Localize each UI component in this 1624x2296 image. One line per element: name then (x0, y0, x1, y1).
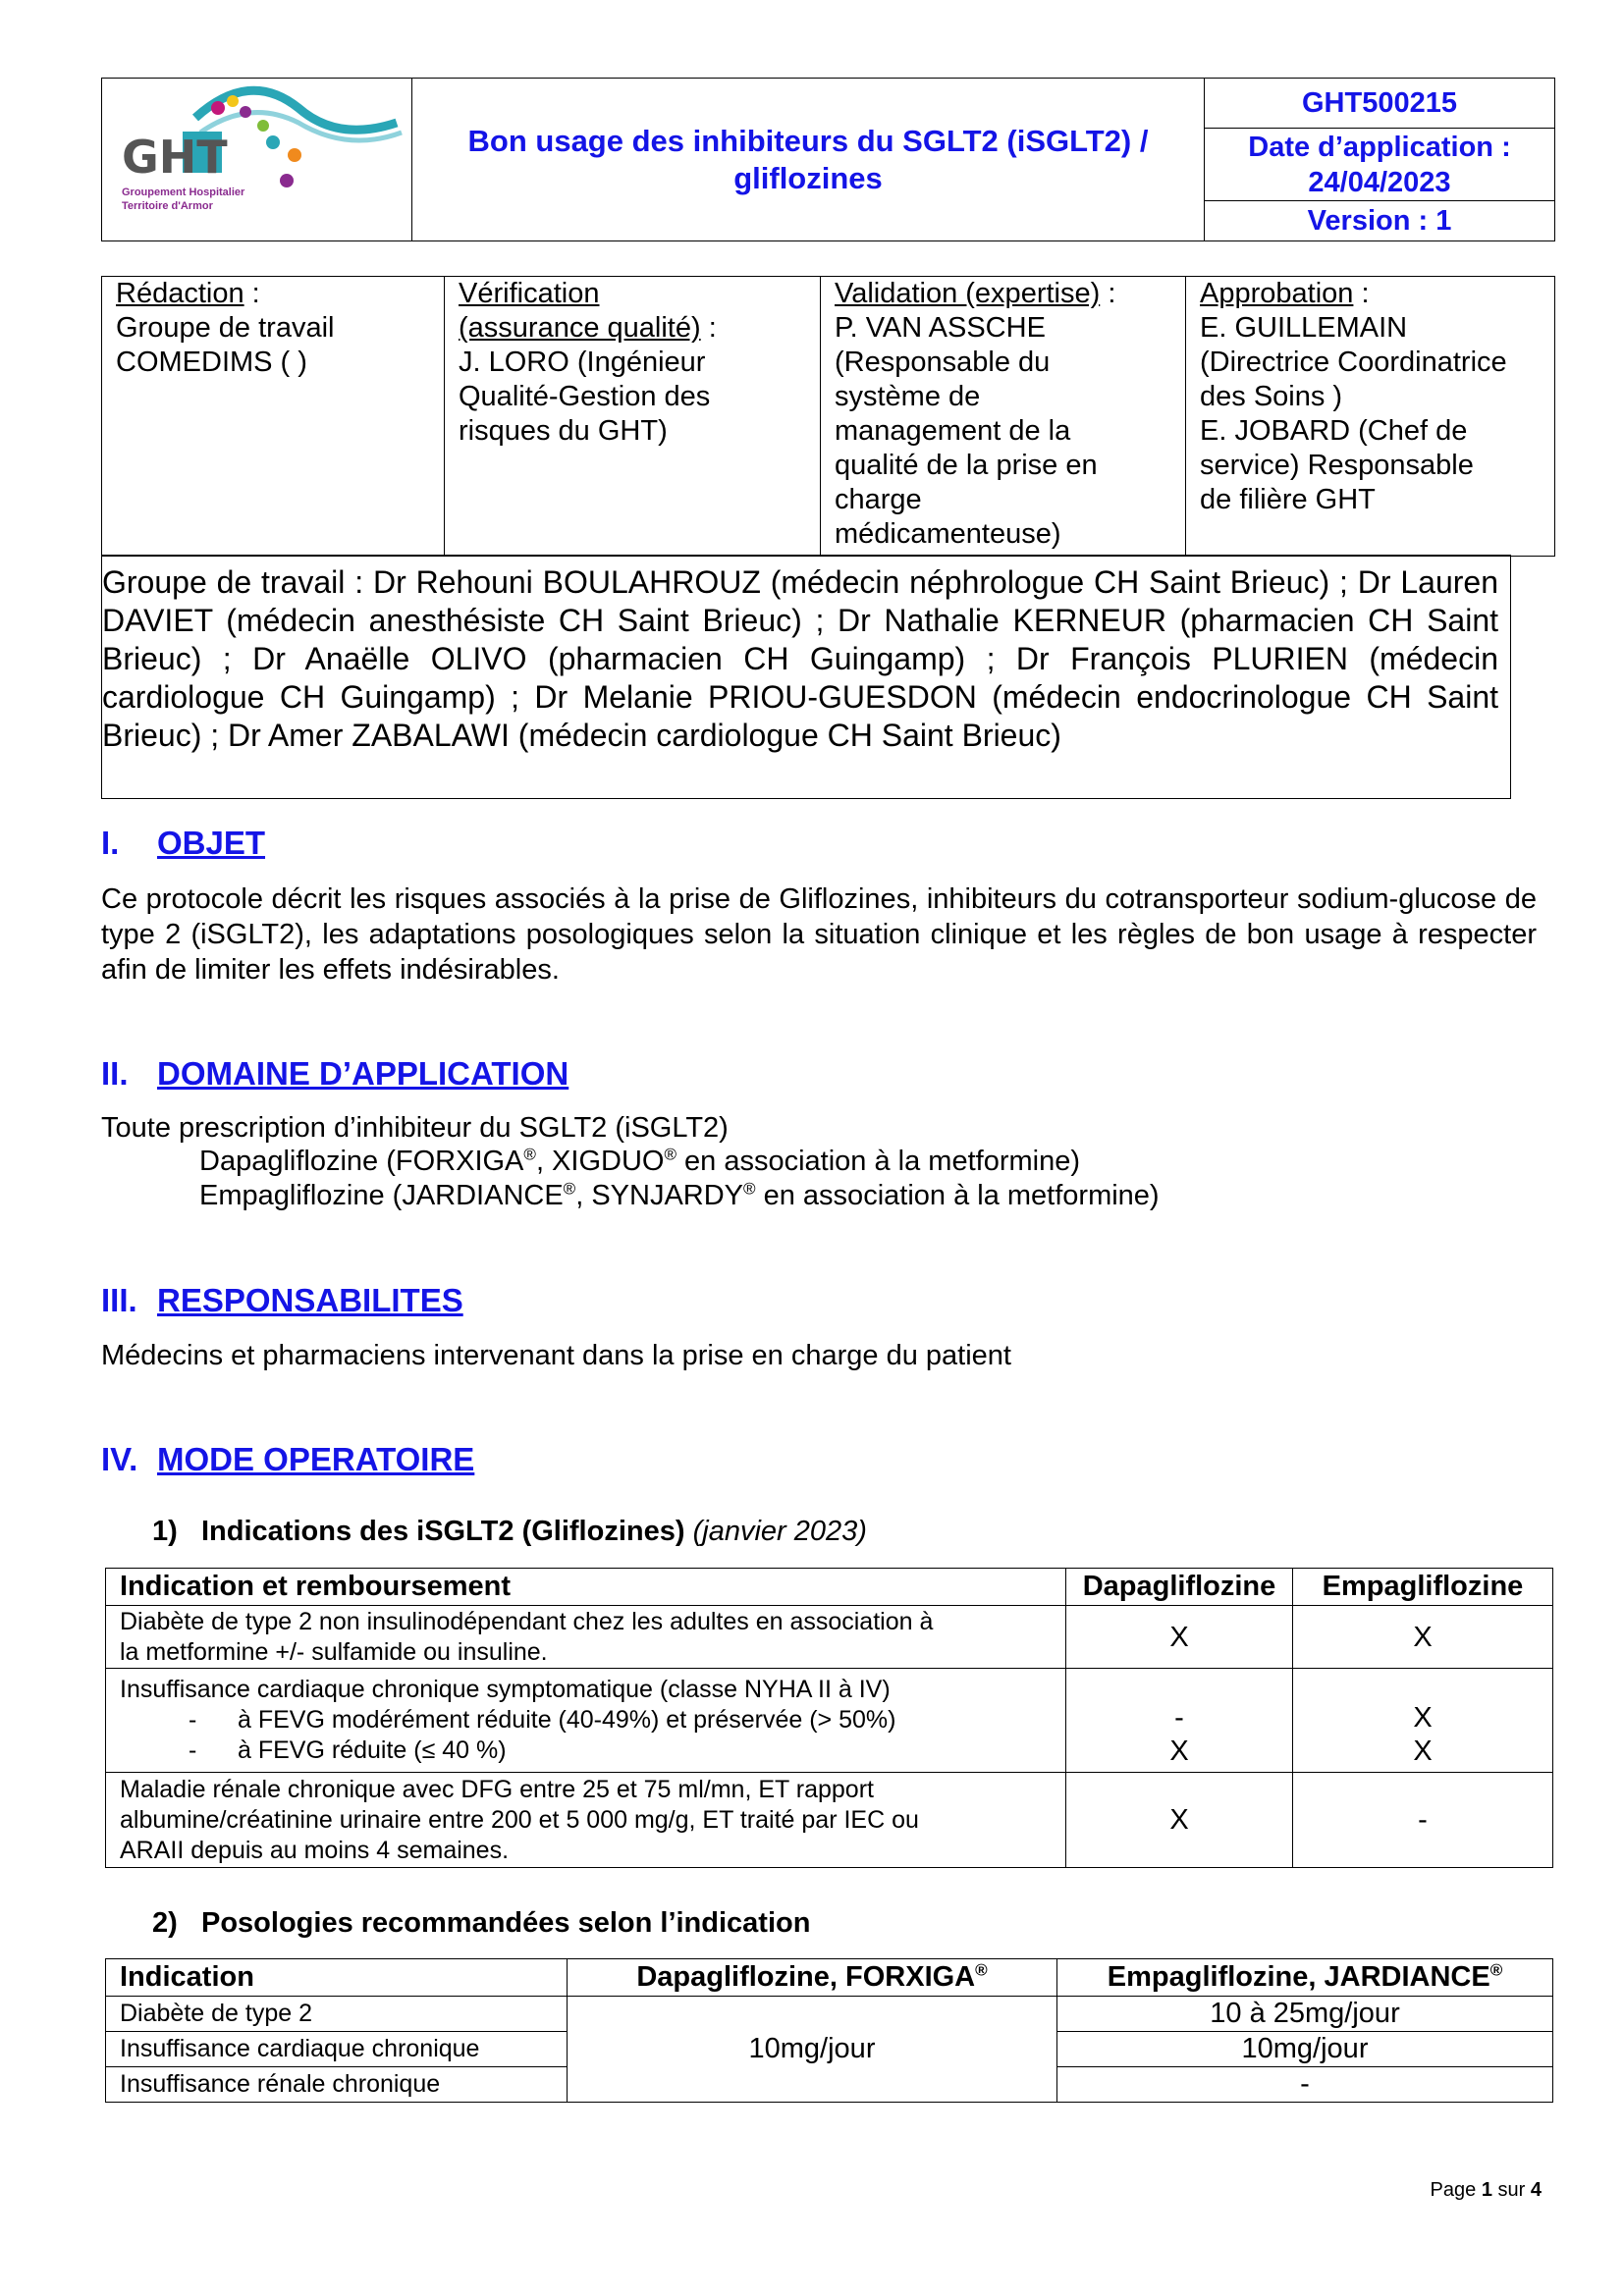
section-title: OBJET (157, 825, 266, 861)
verification-line: J. LORO (Ingénieur (459, 347, 706, 378)
page-number: Page 1 sur 4 (1430, 2179, 1542, 2201)
verification-label: Vérification (459, 278, 600, 309)
column-header: Indication (106, 1959, 568, 1997)
indications-table (105, 1568, 1553, 1868)
table-header-row (106, 1569, 1553, 1606)
section-title: DOMAINE D’APPLICATION (157, 1055, 569, 1092)
ght-logo (102, 79, 411, 236)
subsection-posologies: 2) Posologies recommandées selon l’indication (152, 1907, 811, 1939)
verification-line: Qualité-Gestion des (459, 381, 711, 412)
indication-cell: Insuffisance cardiaque chronique symptomatique (classe NYHA II à IV) - à FEVG modérément réduite (40-49%) et préservée (> 50%) - à FEVG réduite (≤ 40 %) (106, 1669, 1066, 1773)
empagliflozine-dose-cell: 10 à 25mg/jour (1057, 1997, 1553, 2032)
table-header-row (106, 1959, 1553, 1997)
domaine-dapagliflozine: Dapagliflozine (FORXIGA®, XIGDUO® en association à la metformine) (199, 1145, 1081, 1177)
indication-cell: Insuffisance rénale chronique (106, 2067, 568, 2103)
empagliflozine-cell: X X (1293, 1669, 1553, 1773)
approbation-line: service) Responsable (1200, 450, 1474, 481)
validation-line: qualité de la prise en (835, 450, 1098, 481)
column-header: Indication et remboursement (106, 1569, 1066, 1606)
column-header: Empagliflozine, JARDIANCE® (1057, 1959, 1553, 1997)
logo-cell (102, 79, 412, 241)
subsection-indications: 1) Indications des iSGLT2 (Gliflozines) (janvier 2023) (152, 1516, 867, 1547)
domaine-intro: Toute prescription d’inhibiteur du SGLT2 (iSGLT2) (101, 1112, 729, 1144)
approbation-label: Approbation (1200, 278, 1354, 309)
empagliflozine-cell: - (1293, 1773, 1553, 1868)
date-value: 24/04/2023 (1308, 166, 1451, 198)
indication-cell: Diabète de type 2 (106, 1997, 568, 2032)
empagliflozine-cell: X (1293, 1606, 1553, 1669)
subsection-note: (janvier 2023) (692, 1516, 867, 1547)
column-header: Dapagliflozine, FORXIGA® (568, 1959, 1057, 1997)
empagliflozine-dose-cell: - (1057, 2067, 1553, 2103)
document-title: Bon usage des inhibiteurs du SGLT2 (iSGLT2) / gliflozines (412, 79, 1205, 241)
validation-line: médicamenteuse) (835, 518, 1061, 550)
validation-label: Validation (expertise) (835, 278, 1101, 309)
responsabilites-text: Médecins et pharmaciens intervenant dans la prise en charge du patient (101, 1340, 1011, 1371)
redaction-cell: Rédaction : Groupe de travail COMEDIMS ( ) (102, 277, 445, 557)
verification-cell: Vérification (assurance qualité) : J. LORO (Ingénieur Qualité-Gestion des risques du GHT) (445, 277, 821, 557)
validation-line: management de la (835, 415, 1071, 447)
verification-label-2: (assurance qualité) (459, 312, 701, 344)
working-group-text: Groupe de travail : Dr Rehouni BOULAHROUZ (médecin néphrologue CH Saint Brieuc) ; Dr Lauren DAVIET (médecin anesthésiste CH Saint Brieuc) ; Dr Nathalie KERNEUR (pharmacien CH Saint Brieuc) ; Dr Anaëlle OLIVO (pharmacien CH Guingamp) ; Dr François PLURIEN (médecin cardiologue CH Guingamp) ; Dr Melanie PRIOU-GUESDON (médecin endocrinologue CH Saint Brieuc) ; Dr Amer ZABALAWI (médecin cardiologue CH Saint Brieuc) (102, 564, 1498, 753)
validation-line: charge (835, 484, 922, 515)
section-mode-operatoire-heading: IV. MODE OPERATOIRE (101, 1441, 475, 1477)
section-responsabilites-heading: III. RESPONSABILITES (101, 1282, 463, 1318)
indication-cell: Maladie rénale chronique avec DFG entre 25 et 75 ml/mn, ET rapport albumine/créatinine urinaire entre 200 et 5 000 mg/g, ET traité par IEC ou ARAII depuis au moins 4 semaines. (106, 1773, 1066, 1868)
dapagliflozine-cell: X (1066, 1773, 1293, 1868)
section-objet-text: Ce protocole décrit les risques associés à la prise de Gliflozines, inhibiteurs du cotransporteur sodium-glucose de type 2 (iSGLT2), les adaptations posologiques selon la situation clinique et les règles de bon usage à respecter afin de limiter les effets indésirables. (101, 883, 1537, 986)
working-group-box (101, 555, 1511, 799)
logo-subtitle-1: Groupement Hospitalier (122, 187, 245, 198)
redaction-line: Groupe de travail (116, 312, 335, 344)
indication-cell: Diabète de type 2 non insulinodépendant chez les adultes en association à la metformine +/- sulfamide ou insuline. (106, 1606, 1066, 1669)
section-domaine-heading: II. DOMAINE D’APPLICATION (101, 1055, 569, 1092)
dapagliflozine-cell: - X (1066, 1669, 1293, 1773)
document-version: Version : 1 (1205, 200, 1555, 240)
document-header (101, 78, 1555, 241)
table-row (106, 1669, 1553, 1773)
section-title: RESPONSABILITES (157, 1282, 463, 1318)
section-title: MODE OPERATOIRE (157, 1441, 475, 1477)
dapagliflozine-cell: X (1066, 1606, 1293, 1669)
application-date (1205, 129, 1555, 200)
dapagliflozine-dose-cell: 10mg/jour (568, 1997, 1057, 2103)
approbation-line: de filière GHT (1200, 484, 1376, 515)
column-header: Empagliflozine (1293, 1569, 1553, 1606)
validation-line: système de (835, 381, 981, 412)
validation-line: P. VAN ASSCHE (835, 312, 1046, 344)
validation-line: (Responsable du (835, 347, 1051, 378)
approbation-line: E. GUILLEMAIN (1200, 312, 1408, 344)
approbation-cell: Approbation : E. GUILLEMAIN (Directrice Coordinatrice des Soins ) E. JOBARD (Chef de service) Responsable de filière GHT (1186, 277, 1555, 557)
redaction-line: COMEDIMS ( ) (116, 347, 307, 378)
section-objet-heading: I. OBJET (101, 825, 266, 861)
validation-cell: Validation (expertise) : P. VAN ASSCHE (Responsable du système de management de la qualité de la prise en charge médicamenteuse) (821, 277, 1186, 557)
verification-line: risques du GHT) (459, 415, 668, 447)
empagliflozine-dose-cell: 10mg/jour (1057, 2032, 1553, 2067)
approbation-line: E. JOBARD (Chef de (1200, 415, 1468, 447)
table-row (106, 1773, 1553, 1868)
column-header: Dapagliflozine (1066, 1569, 1293, 1606)
table-row (106, 1606, 1553, 1669)
redaction-label: Rédaction (116, 278, 244, 309)
posologies-table (105, 1958, 1553, 2103)
approbation-line: (Directrice Coordinatrice (1200, 347, 1507, 378)
indication-cell: Insuffisance cardiaque chronique (106, 2032, 568, 2067)
table-row (106, 1997, 1553, 2032)
domaine-empagliflozine: Empagliflozine (JARDIANCE®, SYNJARDY® en association à la metformine) (199, 1179, 1160, 1211)
logo-text: GHT (122, 131, 228, 184)
signatures-table (101, 276, 1555, 557)
document-code: GHT500215 (1205, 79, 1555, 129)
logo-subtitle-2: Territoire d'Armor (122, 200, 213, 212)
date-label: Date d’application : (1248, 131, 1511, 163)
approbation-line: des Soins ) (1200, 381, 1343, 412)
